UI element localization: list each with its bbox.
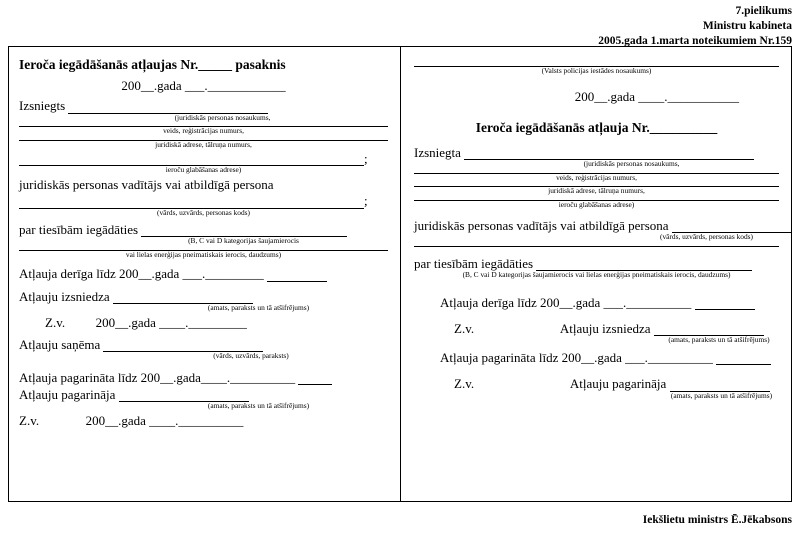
left-cap-entity: (juridiskās personas nosaukums, (174, 112, 271, 122)
left-seal-label-2: Z.v. (19, 412, 40, 428)
right-acquire-row (414, 257, 779, 271)
right-manager-label: juridiskās personas vadītājs vai atbildīgā persona (414, 218, 669, 234)
left-acquire-blank[interactable] (141, 224, 347, 237)
left-extended-until-row (19, 371, 388, 385)
left-title: Ieroča iegādāšanās atļaujas Nr._____ pasaknis (19, 57, 286, 72)
left-manager-label: juridiskās personas vadītājs vai atbildīgā persona (19, 176, 274, 192)
left-seal-date: 200__.gada ____._________ (95, 314, 247, 330)
right-cap-signature: (amats, paraksts un tā atšifrējums) (668, 335, 770, 345)
left-extended-by-row (19, 388, 388, 402)
left-cap-category: (B, C vai D kategorijas šaujamierocis (188, 236, 299, 246)
right-extended-until-blank[interactable] (716, 352, 771, 365)
left-cap-signature-2: (amats, paraksts un tā atšifrējums) (207, 401, 310, 411)
left-cap-type-reg: veids, reģistrācijas numurs, (163, 126, 244, 136)
right-issued-blank[interactable] (464, 147, 754, 160)
left-seal-label: Z.v. (45, 314, 66, 330)
left-cap-person: (vārds, uzvārds, personas kods) (157, 207, 250, 217)
left-valid-until-blank[interactable] (267, 268, 327, 281)
left-manager-rule-row (19, 194, 388, 208)
right-valid-until-blank[interactable] (695, 297, 755, 310)
right-extended-until-row (414, 351, 779, 365)
left-extended-until-blank[interactable] (298, 372, 332, 385)
left-cap-category-2: vai lielas enerģijas pneimatiskais ierocis, daudzums) (125, 249, 282, 259)
right-cap-storage: ieroču glabāšanas adrese) (558, 199, 635, 209)
left-issued-by-label: Atļauju izsniedza (19, 288, 110, 304)
right-manager-row (414, 219, 779, 233)
left-cap-address: juridiskā adrese, tālruņa numurs, (155, 139, 252, 149)
document-header (598, 4, 792, 50)
left-received-blank[interactable] (103, 339, 263, 352)
document-footer: Iekšlietu ministrs Ē.Jēkabsons (642, 514, 792, 526)
left-seal-row-2 (19, 414, 388, 428)
form-container (8, 46, 792, 502)
left-semicolon-2: ; (364, 193, 368, 209)
right-valid-until-row (414, 296, 779, 310)
left-acquire-row (19, 223, 388, 237)
left-date-line: 200__.gada ___.____________ (121, 78, 286, 93)
left-extended-until-label: Atļauja pagarināta līdz 200__.gada____.__________ (19, 369, 296, 385)
right-cap-person: (vārds, uzvārds, personas kods) (660, 232, 753, 242)
right-valid-until-label: Atļauja derīga līdz 200__.gada ___.__________ (440, 294, 692, 310)
left-acquire-label: par tiesībām iegādāties (19, 222, 139, 238)
left-extended-by-label: Atļauju pagarināja (19, 386, 116, 402)
left-issued-by-blank[interactable] (113, 291, 253, 304)
left-rule-3-row (19, 152, 388, 166)
header-line-1: 7.pielikums (735, 5, 792, 17)
right-issued-by-label: Atļauju izsniedza (559, 321, 651, 337)
left-semicolon: ; (364, 151, 368, 167)
right-cap-entity: (juridiskās personas nosaukums, (583, 159, 680, 169)
left-received-label: Atļauju saņēma (19, 336, 101, 352)
right-seal-issued-row (414, 322, 779, 336)
left-manager-rule[interactable] (19, 195, 364, 208)
left-issued-row (19, 99, 388, 113)
header-line-2: Ministru kabineta (702, 20, 792, 33)
left-issued-blank[interactable] (68, 100, 268, 113)
right-acquire-blank[interactable] (536, 258, 752, 271)
left-rule-3[interactable] (19, 153, 364, 166)
left-cap-person-sign: (vārds, uzvārds, paraksts) (213, 351, 289, 361)
left-cap-storage: ieroču glabāšanas adrese) (165, 165, 242, 175)
left-column-stub (9, 47, 400, 501)
right-extended-by-blank[interactable] (670, 378, 770, 391)
header-line-3: 2005.gada 1.marta noteikumiem Nr.159 (598, 35, 792, 48)
left-extended-by-blank[interactable] (119, 389, 249, 402)
right-column-permit (400, 47, 791, 501)
right-seal-label: Z.v. (454, 321, 475, 337)
right-title: Ieroča iegādāšanās atļauja Nr.__________ (475, 119, 718, 135)
right-cap-category: (B, C vai D kategorijas šaujamierocis vai lielas enerģijas pneimatiskais ierocis, daudzums) (462, 270, 731, 280)
left-cap-signature: (amats, paraksts un tā atšifrējums) (207, 302, 310, 312)
right-extended-by-label: Atļauju pagarināja (569, 376, 667, 392)
right-cap-signature-2: (amats, paraksts un tā atšifrējums) (670, 390, 773, 400)
right-cap-address: juridiskā adrese, tālruņa numurs, (548, 186, 645, 196)
left-issued-label: Izsniegts (19, 98, 66, 114)
right-issued-row (414, 146, 779, 160)
left-seal-row (19, 316, 388, 330)
right-seal-label-2: Z.v. (454, 376, 475, 392)
left-seal-date-2: 200__.gada ____.__________ (85, 412, 244, 428)
left-issued-by-row (19, 290, 388, 304)
right-issued-label: Izsniegta (414, 144, 461, 160)
left-received-row (19, 338, 388, 352)
right-seal-extended-row (414, 377, 779, 391)
right-extended-until-label: Atļauja pagarināta līdz 200__.gada ___.__________ (440, 349, 713, 365)
left-valid-until-label: Atļauja derīga līdz 200__.gada ___._________ (19, 266, 264, 282)
right-manager-blank[interactable] (672, 220, 792, 233)
right-acquire-label: par tiesībām iegādāties (414, 255, 534, 271)
right-cap-type-reg: veids, reģistrācijas numurs, (556, 172, 637, 182)
right-date-line: 200__.gada ____.___________ (574, 88, 739, 104)
right-cap-police: (Valsts policijas iestādes nosaukums) (541, 66, 652, 75)
left-valid-until-row (19, 267, 388, 281)
right-issued-by-blank[interactable] (654, 323, 764, 336)
